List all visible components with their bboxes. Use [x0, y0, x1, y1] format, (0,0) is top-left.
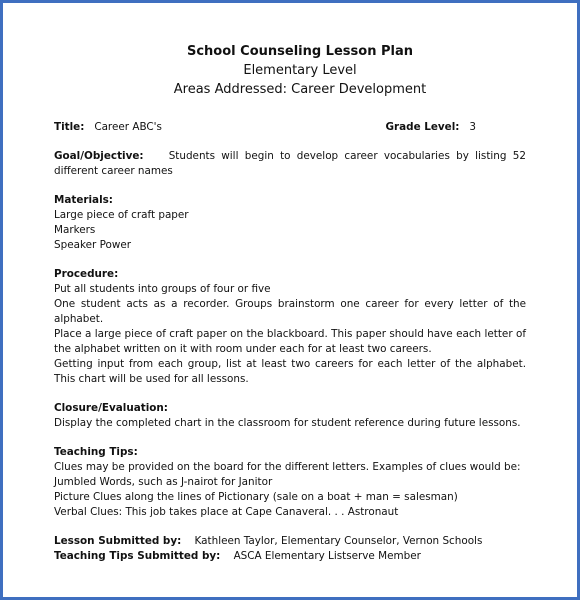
tips-submitted-value: ASCA Elementary Listserve Member — [233, 550, 421, 562]
materials-item: Large piece of craft paper — [54, 209, 189, 221]
title-label: Title: — [54, 121, 85, 133]
title-grade-row — [54, 120, 526, 135]
lesson-submitted-value: Kathleen Taylor, Elementary Counselor, Vernon Schools — [194, 535, 483, 547]
procedure-step: One student acts as a recorder. Groups brainstorm one career for every letter of the alphabet. — [54, 298, 526, 325]
materials-item: Speaker Power — [54, 239, 131, 251]
tip-line: Verbal Clues: This job takes place at Cape Canaveral. . . Astronaut — [54, 506, 399, 518]
goal-section — [54, 149, 526, 179]
lesson-submitted-row — [54, 534, 526, 549]
closure-text: Display the completed chart in the classroom for student reference during future lessons. — [54, 417, 521, 429]
grade-value: 3 — [469, 121, 476, 133]
document-areas: Areas Addressed: Career Development — [173, 82, 427, 97]
title-value: Career ABC's — [94, 121, 162, 133]
document-header — [74, 43, 526, 99]
goal-label: Goal/Objective: — [54, 150, 144, 162]
procedure-step: Place a large piece of craft paper on the blackboard. This paper should have each letter of the alphabet written on it with room under each for at least two careers. — [54, 328, 526, 355]
tip-line: Picture Clues along the lines of Pictionary (sale on a boat + man = salesman) — [54, 491, 458, 503]
materials-item: Markers — [54, 224, 96, 236]
goal-text: Students will begin to develop career vocabularies by listing 52 different career names — [54, 150, 526, 177]
tips-label: Teaching Tips: — [54, 446, 138, 458]
tips-section — [54, 445, 526, 520]
grade-label: Grade Level: — [385, 121, 460, 133]
procedure-step: Getting input from each group, list at least two careers for each letter of the alphabet. This chart will be used for all lessons. — [54, 358, 526, 385]
lesson-title — [54, 120, 162, 135]
tip-line: Jumbled Words, such as J-nairot for Janitor — [54, 476, 273, 488]
grade-level — [385, 120, 476, 135]
closure-section — [54, 401, 526, 431]
lesson-plan-document — [54, 43, 526, 564]
materials-label: Materials: — [54, 194, 113, 206]
submitted-section — [54, 534, 526, 564]
closure-label: Closure/Evaluation: — [54, 402, 168, 414]
tips-submitted-label: Teaching Tips Submitted by: — [54, 550, 221, 562]
procedure-label: Procedure: — [54, 268, 119, 280]
materials-section — [54, 193, 526, 253]
document-title: School Counseling Lesson Plan — [186, 44, 413, 59]
lesson-submitted-label: Lesson Submitted by: — [54, 535, 182, 547]
tips-submitted-row — [54, 549, 526, 564]
procedure-section — [54, 267, 526, 387]
tip-line: Clues may be provided on the board for the different letters. Examples of clues would be: — [54, 461, 521, 473]
procedure-step: Put all students into groups of four or five — [54, 283, 271, 295]
document-level: Elementary Level — [243, 63, 357, 78]
